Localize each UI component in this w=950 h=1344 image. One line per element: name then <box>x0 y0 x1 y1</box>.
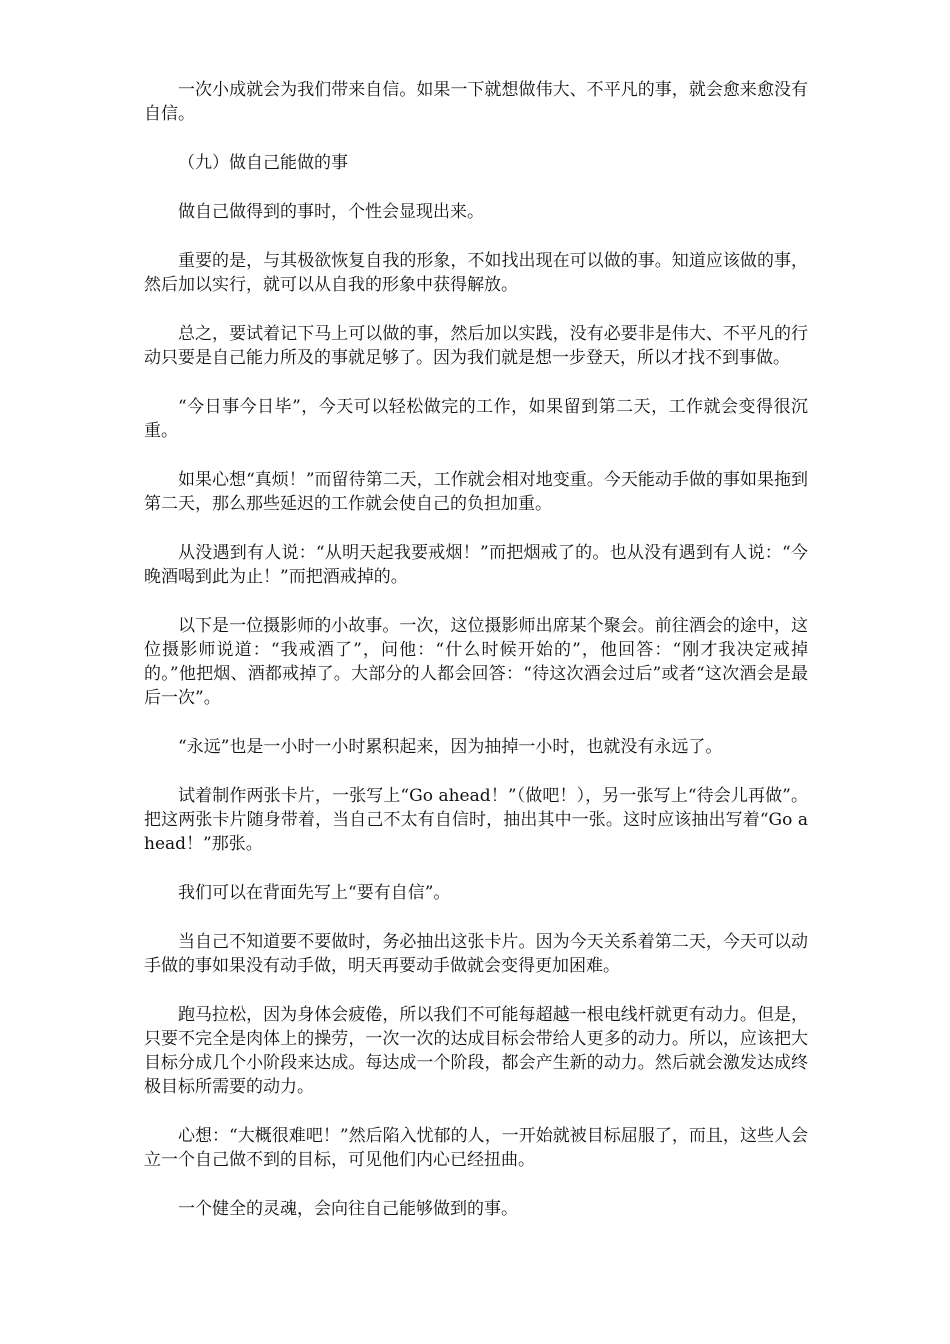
paragraph: 从没遇到有人说：“从明天起我要戒烟！”而把烟戒了的。也从没有遇到有人说：“今晚酒喝到此为止！”而把酒戒掉的。 <box>144 543 808 587</box>
document-page <box>144 78 808 1246</box>
section-heading: （九）做自己能做的事 <box>178 153 348 173</box>
paragraph: “永远”也是一小时一小时累积起来，因为抽掉一小时，也就没有永远了。 <box>178 737 723 757</box>
paragraph: 心想：“大概很难吧！”然后陷入忧郁的人，一开始就被目标屈服了，而且，这些人会立一个自己做不到的目标，可见他们内心已经扭曲。 <box>144 1126 808 1170</box>
paragraph: 以下是一位摄影师的小故事。一次，这位摄影师出席某个聚会。前往酒会的途中，这位摄影师说道：“我戒酒了”，问他：“什么时候开始的”，他回答：“刚才我决定戒掉的。”他把烟、酒都戒掉了。大部分的人都会回答：“待这次酒会过后”或者“这次酒会是最后一次”。 <box>144 616 808 708</box>
paragraph: 做自己做得到的事时，个性会显现出来。 <box>178 202 484 222</box>
paragraph: “今日事今日毕”，今天可以轻松做完的工作，如果留到第二天，工作就会变得很沉重。 <box>144 397 808 441</box>
paragraph: 总之，要试着记下马上可以做的事，然后加以实践，没有必要非是伟大、不平凡的行动只要是自己能力所及的事就足够了。因为我们就是想一步登天，所以才找不到事做。 <box>144 324 808 368</box>
paragraph: 跑马拉松，因为身体会疲倦，所以我们不可能每超越一根电线杆就更有动力。但是，只要不完全是肉体上的操劳，一次一次的达成目标会带给人更多的动力。所以，应该把大目标分成几个小阶段来达成。每达成一个阶段，都会产生新的动力。然后就会激发达成终极目标所需要的动力。 <box>144 1005 808 1097</box>
paragraph: 试着制作两张卡片，一张写上“Go ahead！”（做吧！），另一张写上“待会儿再做”。把这两张卡片随身带着，当自己不太有自信时，抽出其中一张。这时应该抽出写着“Go ahead！”那张。 <box>144 786 808 854</box>
paragraph: 如果心想“真烦！”而留待第二天，工作就会相对地变重。今天能动手做的事如果拖到第二天，那么那些延迟的工作就会使自己的负担加重。 <box>144 470 808 514</box>
paragraph: 一次小成就会为我们带来自信。如果一下就想做伟大、不平凡的事，就会愈来愈没有自信。 <box>144 80 808 124</box>
paragraph: 一个健全的灵魂，会向往自己能够做到的事。 <box>178 1199 518 1219</box>
paragraph: 当自己不知道要不要做时，务必抽出这张卡片。因为今天关系着第二天，今天可以动手做的事如果没有动手做，明天再要动手做就会变得更加困难。 <box>144 932 808 976</box>
paragraph: 我们可以在背面先写上“要有自信”。 <box>178 883 451 903</box>
paragraph: 重要的是，与其极欲恢复自我的形象，不如找出现在可以做的事。知道应该做的事，然后加以实行，就可以从自我的形象中获得解放。 <box>144 251 808 295</box>
